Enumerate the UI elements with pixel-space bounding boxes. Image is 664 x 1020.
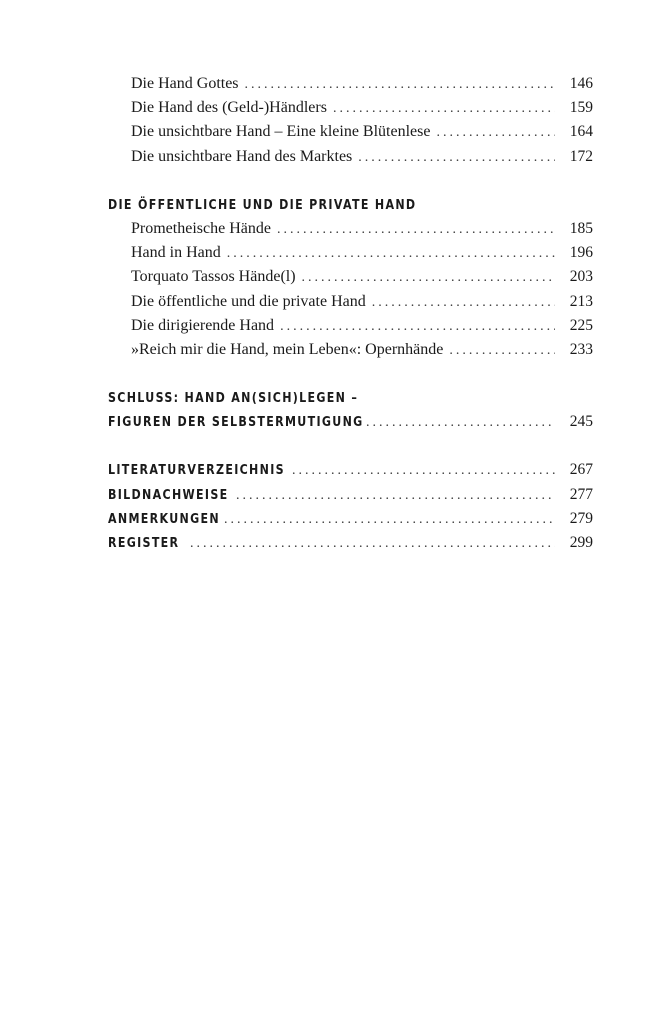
toc-entry-page: 164 bbox=[569, 123, 593, 141]
toc-entry[interactable] bbox=[108, 96, 593, 120]
toc-entry-title: Die unsichtbare Hand – Eine kleine Blütenlese bbox=[131, 123, 431, 141]
dot-leader bbox=[280, 315, 555, 338]
toc-entry-page: 213 bbox=[569, 292, 593, 310]
dot-leader bbox=[277, 218, 555, 241]
toc-entry[interactable] bbox=[108, 120, 593, 144]
toc-entry-page: 225 bbox=[569, 316, 593, 334]
toc-entry[interactable] bbox=[108, 241, 593, 265]
toc-entry[interactable] bbox=[108, 265, 593, 289]
dot-leader bbox=[236, 484, 555, 507]
toc-appendix-title: ANMERKUNGEN bbox=[108, 510, 220, 527]
table-of-contents bbox=[108, 72, 593, 555]
dot-leader bbox=[302, 266, 555, 289]
toc-entry-title: Torquato Tassos Hände(l) bbox=[131, 268, 296, 286]
toc-entry[interactable] bbox=[108, 145, 593, 169]
toc-appendix-entry[interactable] bbox=[108, 458, 593, 482]
toc-entry-page: 267 bbox=[569, 461, 593, 479]
toc-appendix-entry[interactable] bbox=[108, 507, 593, 531]
toc-entry-title: Hand in Hand bbox=[131, 244, 221, 262]
dot-leader bbox=[227, 242, 555, 265]
toc-entry-page: 196 bbox=[569, 244, 593, 262]
dot-leader bbox=[190, 532, 555, 555]
toc-entry-page: 172 bbox=[569, 147, 593, 165]
toc-entry-page: 203 bbox=[569, 268, 593, 286]
toc-entry-title: Die Hand des (Geld-)Händlers bbox=[131, 99, 327, 117]
dot-leader bbox=[366, 411, 555, 434]
toc-entry-page: 233 bbox=[569, 340, 593, 358]
toc-entry-page: 159 bbox=[569, 99, 593, 117]
toc-entry-page: 277 bbox=[569, 485, 593, 503]
toc-entry-page: 279 bbox=[569, 509, 593, 527]
spacer bbox=[108, 169, 593, 193]
section-heading-title: DIE ÖFFENTLICHE UND DIE PRIVATE HAND bbox=[108, 196, 417, 213]
section-heading[interactable] bbox=[108, 193, 593, 217]
dot-leader bbox=[333, 97, 555, 120]
toc-entry-page: 146 bbox=[569, 75, 593, 92]
toc-entry[interactable] bbox=[108, 338, 593, 362]
toc-entry-page: 245 bbox=[569, 413, 593, 431]
toc-appendix-title: LITERATURVERZEICHNIS bbox=[108, 462, 285, 479]
conclusion-heading-title-line2: FIGUREN DER SELBSTERMUTIGUNG bbox=[108, 414, 364, 431]
toc-entry-page: 185 bbox=[569, 219, 593, 237]
toc-entry-title: Prometheische Hände bbox=[131, 219, 271, 237]
toc-entry-title: »Reich mir die Hand, mein Leben«: Opernhände bbox=[131, 340, 444, 358]
spacer bbox=[108, 362, 593, 386]
dot-leader bbox=[372, 291, 555, 314]
toc-appendix-entry[interactable] bbox=[108, 483, 593, 507]
toc-entry[interactable] bbox=[108, 72, 593, 96]
toc-appendix-title: REGISTER bbox=[108, 535, 180, 551]
toc-entry-title: Die öffentliche und die private Hand bbox=[131, 292, 366, 310]
toc-entry-title: Die dirigierende Hand bbox=[131, 316, 275, 334]
toc-appendix-entry[interactable] bbox=[108, 531, 593, 555]
dot-leader bbox=[449, 339, 555, 362]
spacer bbox=[108, 434, 593, 458]
toc-entry-title: Die Hand Gottes bbox=[131, 75, 239, 92]
toc-entry[interactable] bbox=[108, 314, 593, 338]
toc-appendix-title: BILDNACHWEISE bbox=[108, 486, 229, 503]
dot-leader bbox=[292, 459, 555, 482]
toc-entry-title: Die unsichtbare Hand des Marktes bbox=[131, 147, 353, 165]
toc-entry[interactable] bbox=[108, 217, 593, 241]
conclusion-heading-line2[interactable] bbox=[108, 410, 593, 434]
conclusion-heading-title-line1: SCHLUSS: HAND AN(SICH)LEGEN – bbox=[108, 390, 359, 407]
dot-leader bbox=[224, 508, 555, 531]
dot-leader bbox=[245, 73, 555, 96]
conclusion-heading-line1[interactable] bbox=[108, 386, 593, 410]
dot-leader bbox=[358, 146, 555, 169]
toc-entry-page: 299 bbox=[569, 534, 593, 551]
dot-leader bbox=[436, 121, 555, 144]
toc-entry[interactable] bbox=[108, 290, 593, 314]
